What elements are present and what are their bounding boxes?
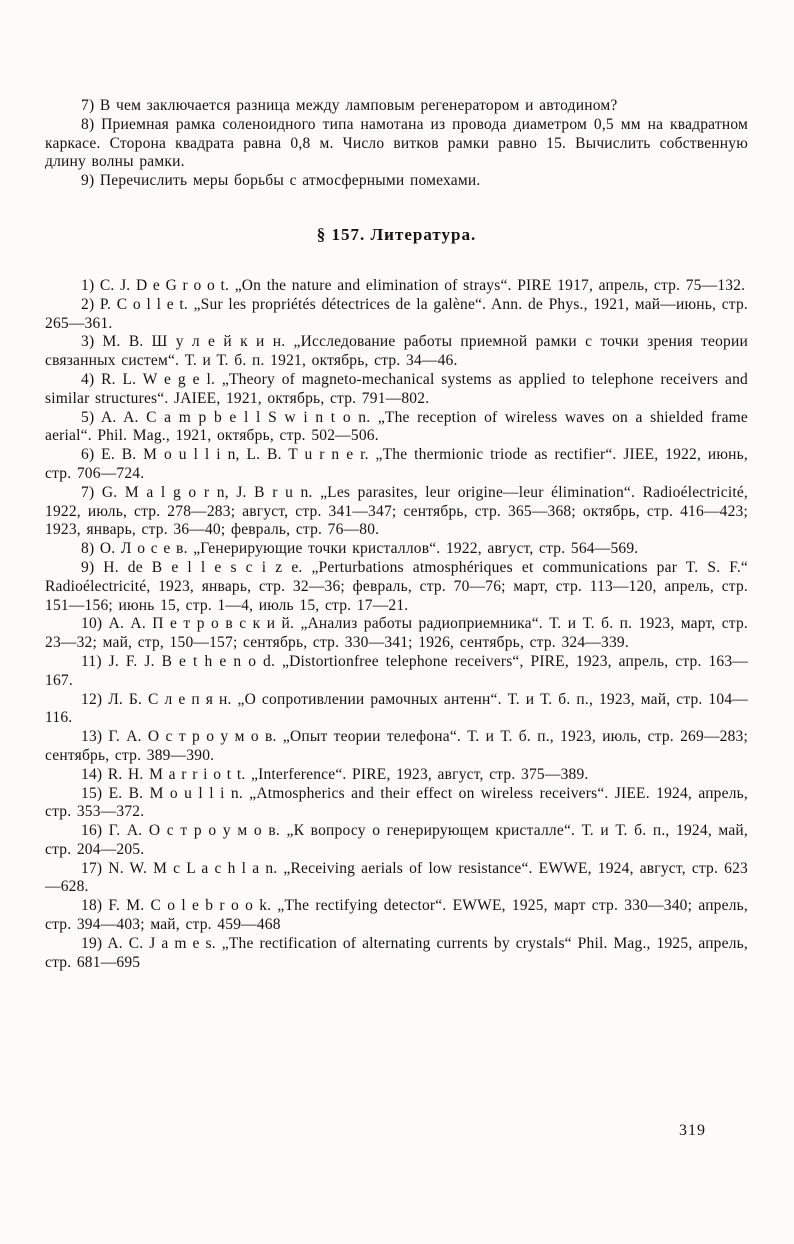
bibliography-item: 6) E. B. M o u l l i n, L. B. T u r n e r. „The thermionic triode as rectifier“. JIEE, 1922, июнь, стр. 706—724. [45,446,748,482]
bibliography-item: 7) G. M a l g o r n, J. B r u n. „Les parasites, leur origine—leur élimination“. Radioélectricité, 1922, июль, стр. 278—283; август, стр. 341—347; сентябрь, стр. 365—368; октябрь, стр. 416—423; 1923, январь, стр. 36—40; февраль, стр. 76—80. [45,483,748,539]
bibliography-item: 5) A. A. C a m p b e l l S w i n t o n. „The reception of wireless waves on a shielded frame aerial“. Phil. Mag., 1921, октябрь, стр. 502—506. [45,408,748,445]
bibliography-item: 10) А. А. П е т р о в с к и й. „Анализ работы радиоприемника“. Т. и Т. б. п. 1923, март, стр. 23—32; май, стр, 150—157; сентябрь, стр. 330—341; 1926, сентябрь, стр. 324—339. [45,615,748,652]
bibliography-item: 15) E. B. M o u l l i n. „Atmospherics and their effect on wireless receivers“. JIEE. 1924, апрель, стр. 353—372. [45,784,748,821]
questions-block [45,97,748,191]
bibliography-item: 17) N. W. M c L a c h l a n. „Receiving aerials of low resistance“. EWWE, 1924, август, стр. 623—628. [45,859,748,896]
section-heading: § 157. Литература. [316,224,477,244]
bibliography-item: 2) P. C o l l e t. „Sur les propriétés détectrices de la galène“. Ann. de Phys., 1921, май—июнь, стр. 265—361. [45,295,748,332]
bibliography-item: 12) Л. Б. С л е п я н. „О сопротивлении рамочных антенн“. Т. и Т. б. п., 1923, май, стр. 104—116. [45,690,748,727]
page-number: 319 [679,1122,706,1139]
question-item: 9) Перечислить меры борьбы с атмосферными помехами. [81,172,481,190]
bibliography-item: 14) R. H. M a r r i o t t. „Interference“. PIRE, 1923, август, стр. 375—389. [81,765,589,783]
bibliography-item: 1) C. J. D e G r o o t. „On the nature and elimination of strays“. PIRE 1917, апрель, стр. 75—132. [81,276,746,294]
page-content [45,97,748,972]
bibliography-item: 13) Г. А. О с т р о у м о в. „Опыт теории телефона“. Т. и Т. б. п., 1923, июль, стр. 269—283; сентябрь, стр. 389—390. [45,728,748,764]
bibliography-item: 8) О. Л о с е в. „Генерирующие точки кристаллов“. 1922, август, стр. 564—569. [81,540,639,558]
bibliography-item: 4) R. L. W e g e l. „Theory of magneto-mechanical systems as applied to telephone receivers and similar structures“. JAIEE, 1921, октябрь, стр. 791—802. [45,370,748,407]
question-item: 7) В чем заключается разница между ламповым регенератором и автодином? [81,97,618,114]
bibliography-item: 11) J. F. J. B e t h e n o d. „Distortionfree telephone receivers“, PIRE, 1923, апрель, стр. 163—167. [45,652,748,689]
question-item: 8) Приемная рамка соленоидного типа намотана из провода диаметром 0,5 мм на квадратном каркасе. Сторона квадрата равна 0,8 м. Число витков рамки равно 15. Вычислить собственную длину волны рамки. [45,115,748,171]
bibliography-item: 9) H. de B e l l e s c i z e. „Perturbations atmosphériques et communications par T. S. F.“ Radioélectricité, 1923, январь, стр. 32—36; февраль, стр. 70—76; март, стр. 113—120, апрель, стр. 151—156; июнь 15, стр. 1—4, июль 15, стр. 17—21. [45,558,748,614]
bibliography-item: 3) М. В. Ш у л е й к и н. „Исследование работы приемной рамки с точки зрения теории связанных систем“. Т. и Т. б. п. 1921, октябрь, стр. 34—46. [45,333,748,370]
bibliography-item: 16) Г. А. О с т р о у м о в. „К вопросу о генерирующем кристалле“. Т. и Т. б. п., 1924, май, стр. 204—205. [45,822,748,858]
bibliography-block [45,277,748,972]
bibliography-item: 18) F. M. C o l e b r o o k. „The rectifying detector“. EWWE, 1925, март стр. 330—340; апрель, стр. 394—403; май, стр. 459—468 [45,897,748,934]
bibliography-item: 19) A. C. J a m e s. „The rectification of alternating currents by crystals“ Phil. Mag., 1925, апрель, стр. 681—695 [45,934,748,971]
